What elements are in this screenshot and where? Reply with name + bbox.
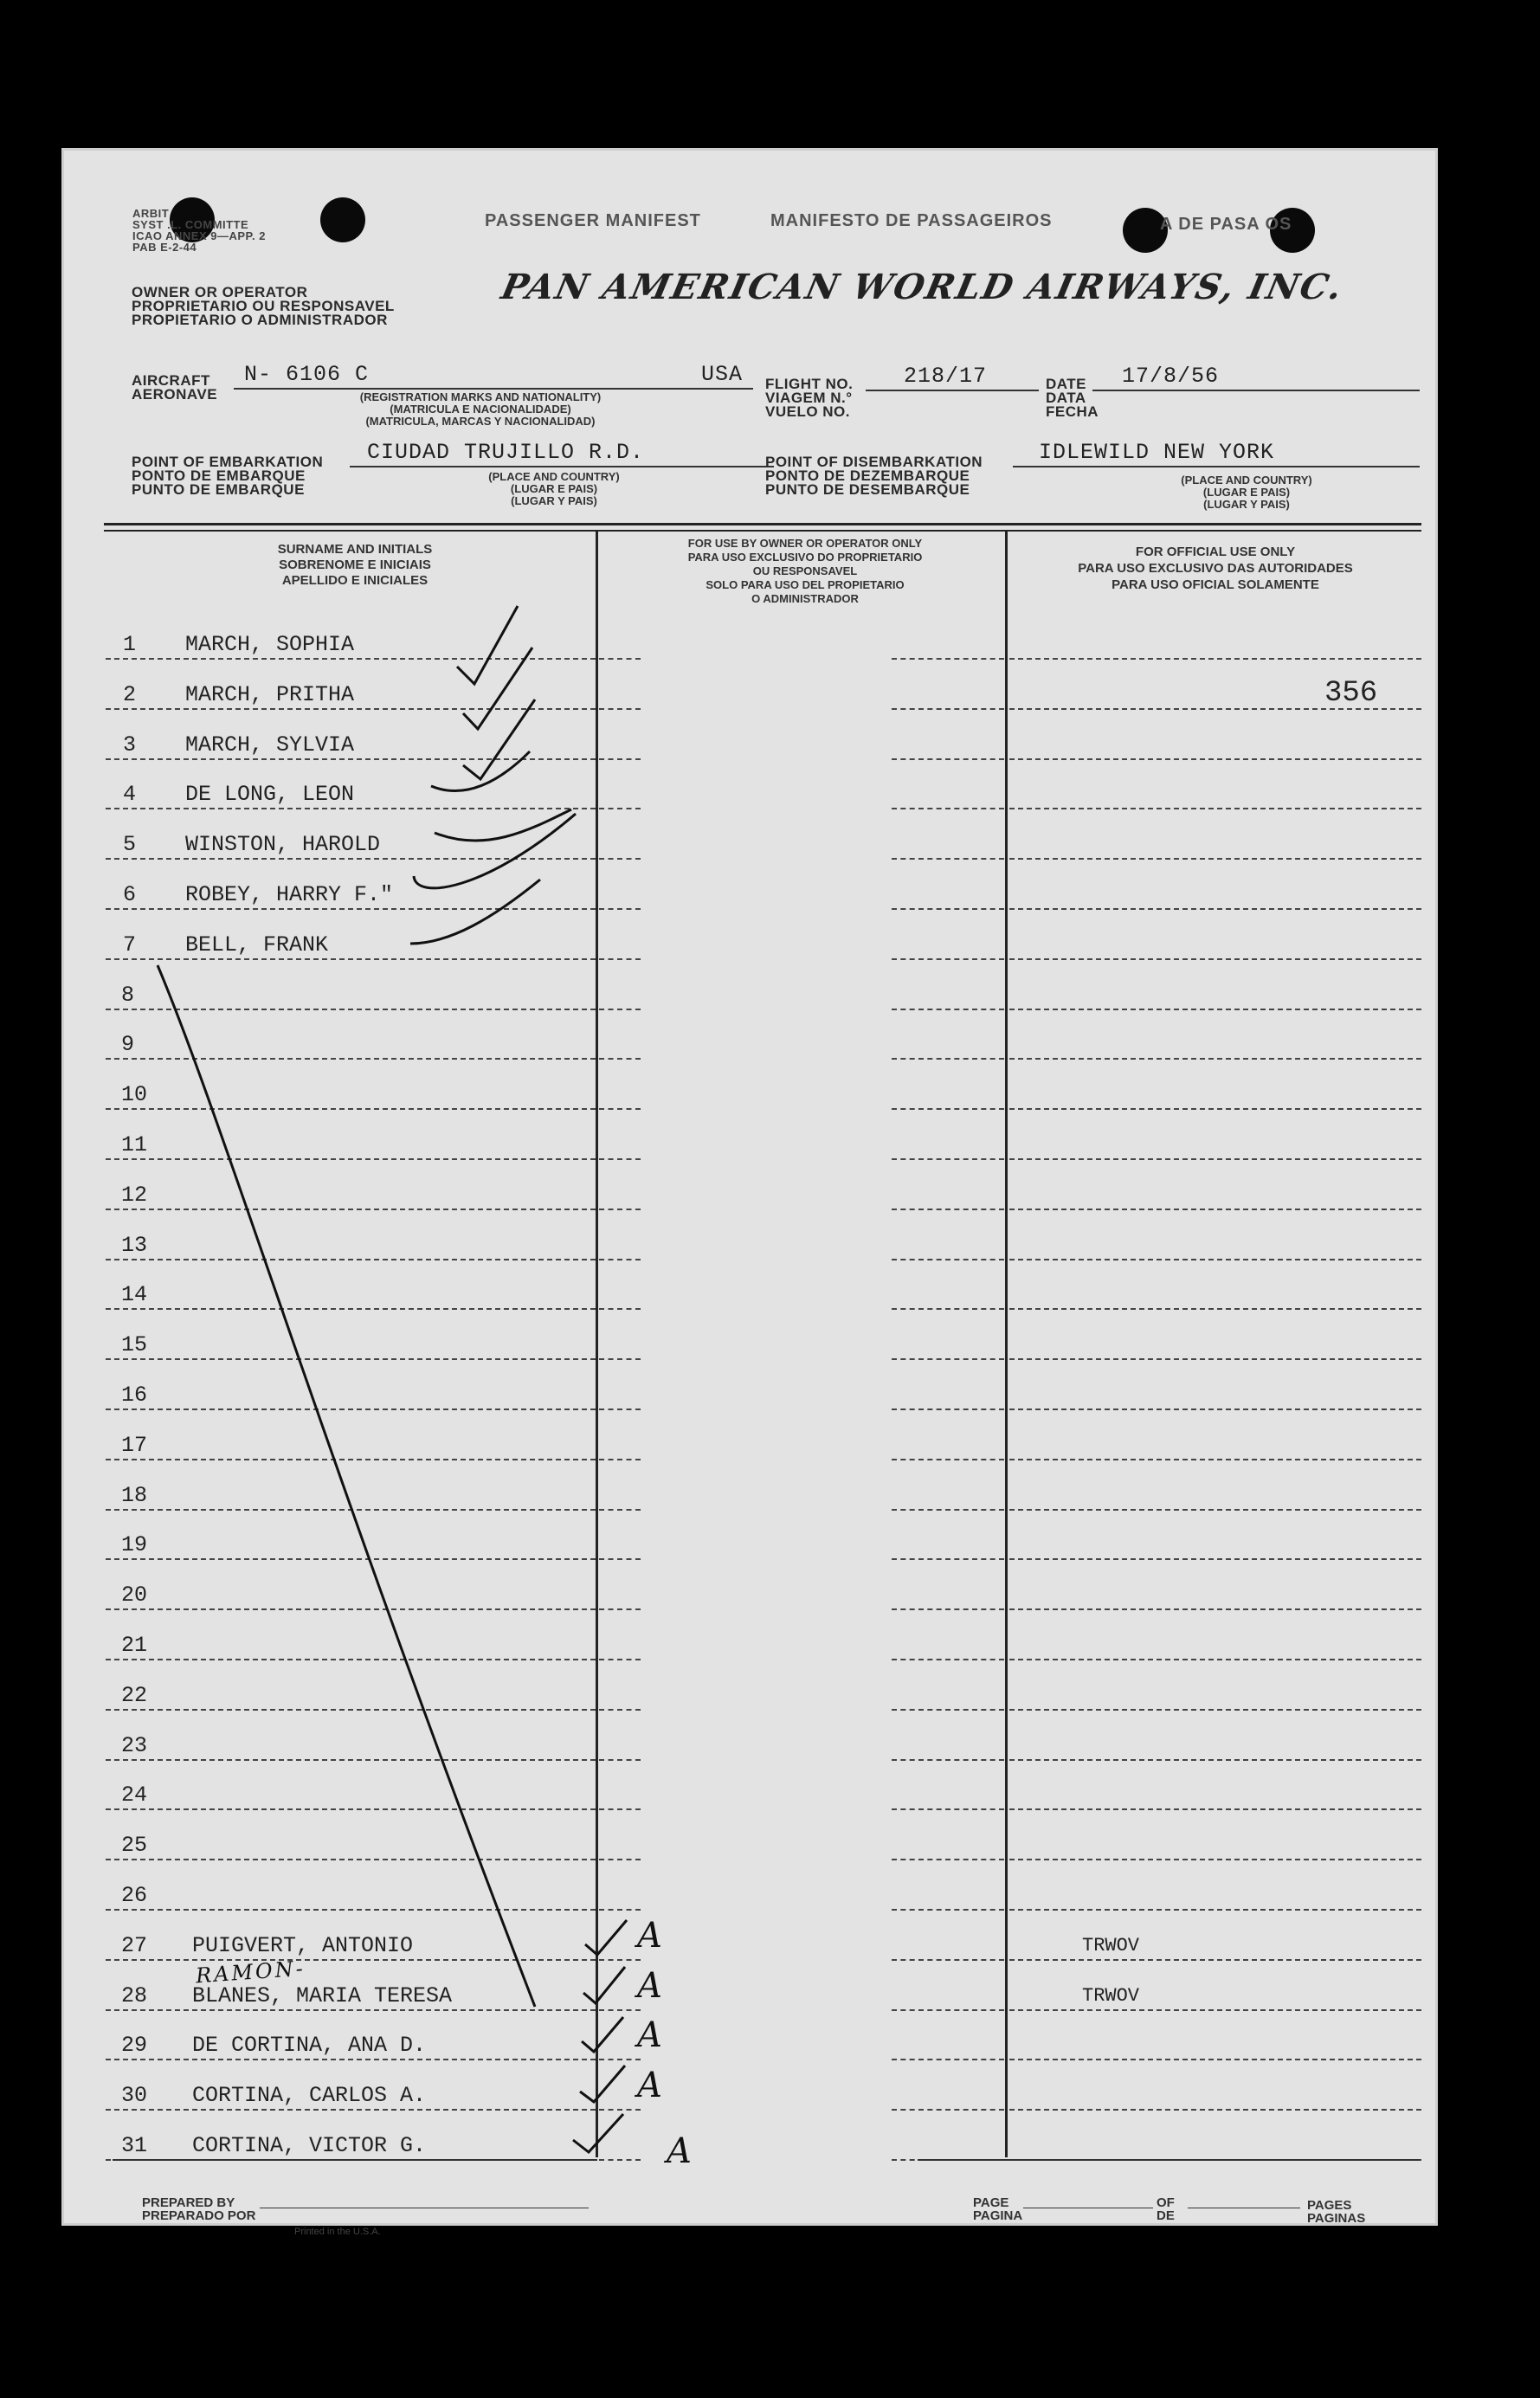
- disembarkation-value: IDLEWILD NEW YORK: [1039, 440, 1275, 465]
- passenger-name: PUIGVERT, ANTONIO: [192, 1933, 414, 1958]
- passenger-name: MARCH, PRITHA: [185, 682, 355, 707]
- strike-through-line-icon: [158, 965, 535, 2007]
- check-mark-icon: [585, 1920, 627, 1955]
- passenger-name: CORTINA, VICTOR G.: [192, 2133, 427, 2158]
- date-label: DATE DATA FECHA: [1046, 376, 1099, 420]
- handwritten-a-mark: A: [667, 2131, 692, 2171]
- col-header-official: FOR OFFICIAL USE ONLY PARA USO EXCLUSIVO DAS AUTORIDADES PARA USO OFICIAL SOLAMENTE: [1078, 545, 1353, 592]
- handwritten-note-ramon: RAMON-: [195, 1956, 306, 1989]
- row-number: 20: [121, 1583, 148, 1608]
- check-mark-icon: [431, 751, 530, 790]
- row-number: 7: [123, 932, 137, 957]
- row-number: 15: [121, 1332, 148, 1357]
- row-number: 16: [121, 1383, 148, 1408]
- row-number: 17: [121, 1433, 148, 1458]
- top-title-es: A DE PASA OS: [1160, 215, 1292, 234]
- passenger-name: DE CORTINA, ANA D.: [192, 2033, 427, 2058]
- embarkation-sublabel: (PLACE AND COUNTRY) (LUGAR E PAIS) (LUGAR Y PAIS): [488, 470, 620, 507]
- row-number: 25: [121, 1833, 148, 1858]
- footer-printed: Printed in the U.S.A.: [294, 2227, 381, 2237]
- passenger-name: BLANES, MARIA TERESA: [192, 1983, 453, 2008]
- row-number: 18: [121, 1483, 148, 1508]
- row-number: 12: [121, 1183, 148, 1208]
- row-number: 8: [121, 983, 135, 1008]
- check-mark-icon: [414, 814, 576, 888]
- check-mark-icon: [582, 2017, 623, 2052]
- flight-value: 218/17: [904, 364, 988, 389]
- passenger-name: CORTINA, CARLOS A.: [192, 2083, 427, 2108]
- passenger-name: ROBEY, HARRY F.": [185, 882, 394, 907]
- footer-page: PAGE PAGINA: [973, 2195, 1023, 2223]
- row-number: 6: [123, 882, 137, 907]
- official-use-value: 356: [1324, 677, 1378, 710]
- footer-pages: PAGES PAGINAS: [1307, 2198, 1366, 2226]
- row-number: 5: [123, 832, 137, 857]
- owner-label: OWNER OR OPERATOR PROPRIETARIO OU RESPONSAVEL PROPIETARIO O ADMINISTRADOR: [132, 284, 395, 328]
- embarkation-label: POINT OF EMBARKATION PONTO DE EMBARQUE PUNTO DE EMBARQUE: [132, 454, 324, 498]
- row-number: 22: [121, 1683, 148, 1708]
- aircraft-sublabel: (REGISTRATION MARKS AND NATIONALITY) (MATRICULA E NACIONALIDADE) (MATRICULA, MARCAS Y NACIONALIDAD): [359, 390, 602, 428]
- handwritten-a-mark: A: [637, 1916, 662, 1956]
- check-mark-icon: [457, 606, 518, 684]
- top-title-en: PASSENGER MANIFEST: [485, 211, 701, 230]
- col-header-names: SURNAME AND INITIALS SOBRENOME E INICIAIS APELLIDO E INICIALES: [277, 542, 433, 588]
- passenger-name: WINSTON, HAROLD: [185, 832, 381, 857]
- row-number: 27: [121, 1933, 148, 1958]
- aircraft-label: AIRCRAFT AERONAVE: [132, 372, 218, 403]
- row-number: 4: [123, 782, 137, 807]
- row-number: 14: [121, 1282, 148, 1307]
- official-use-value: TRWOV: [1082, 1985, 1140, 2007]
- row-number: 11: [121, 1132, 148, 1157]
- footer-of: OF DE: [1157, 2195, 1175, 2223]
- system-codes: ARBIT SYST .L. COMMITTE ICAO ANNEX 9—APP. 2 PAB E-2-44: [132, 207, 266, 254]
- check-mark-icon: [583, 1967, 625, 2003]
- row-number: 23: [121, 1733, 148, 1758]
- handwritten-a-mark: A: [637, 1966, 662, 2006]
- row-number: 30: [121, 2083, 148, 2108]
- row-number: 29: [121, 2033, 148, 2058]
- footer-prepared-by: PREPARED BY PREPARADO POR: [142, 2195, 256, 2223]
- row-number: 1: [123, 632, 137, 657]
- check-mark-icon: [435, 809, 571, 841]
- passenger-name: BELL, FRANK: [185, 932, 329, 957]
- col-header-owner: FOR USE BY OWNER OR OPERATOR ONLY PARA USO EXCLUSIVO DO PROPRIETARIO OU RESPONSAVEL SOLO PARA USO DEL PROPIETARIO O ADMINISTRADOR: [687, 537, 923, 605]
- row-number: 9: [121, 1032, 135, 1057]
- row-number: 3: [123, 732, 137, 757]
- disembarkation-sublabel: (PLACE AND COUNTRY) (LUGAR E PAIS) (LUGAR Y PAIS): [1181, 474, 1312, 511]
- disembarkation-label: POINT OF DISEMBARKATION PONTO DE DEZEMBARQUE PUNTO DE DESEMBARQUE: [765, 454, 983, 498]
- official-use-value: TRWOV: [1082, 1935, 1140, 1956]
- row-number: 2: [123, 682, 137, 707]
- flight-label: FLIGHT NO. VIAGEM N.° VUELO NO.: [765, 376, 854, 420]
- row-number: 24: [121, 1782, 148, 1808]
- handwritten-a-mark: A: [637, 2015, 662, 2055]
- row-number: 26: [121, 1883, 148, 1908]
- handwritten-a-mark: A: [637, 2066, 662, 2105]
- check-mark-icon: [463, 699, 535, 779]
- aircraft-value: N- 6106 C: [244, 362, 370, 387]
- row-number: 31: [121, 2133, 148, 2158]
- check-mark-icon: [580, 2066, 625, 2102]
- company-name: PAN AMERICAN WORLD AIRWAYS, INC.: [498, 267, 1348, 307]
- aircraft-nationality: USA: [701, 362, 744, 387]
- check-mark-icon: [573, 2114, 623, 2152]
- passenger-name: MARCH, SOPHIA: [185, 632, 355, 657]
- row-number: 19: [121, 1532, 148, 1557]
- row-number: 13: [121, 1233, 148, 1258]
- row-number: 10: [121, 1082, 148, 1107]
- row-number: 21: [121, 1633, 148, 1658]
- row-number: 28: [121, 1983, 148, 2008]
- date-value: 17/8/56: [1122, 364, 1220, 389]
- embarkation-value: CIUDAD TRUJILLO R.D.: [367, 440, 645, 465]
- passenger-name: DE LONG, LEON: [185, 782, 355, 807]
- top-title-pt: MANIFESTO DE PASSAGEIROS: [770, 211, 1053, 230]
- passenger-name: MARCH, SYLVIA: [185, 732, 355, 757]
